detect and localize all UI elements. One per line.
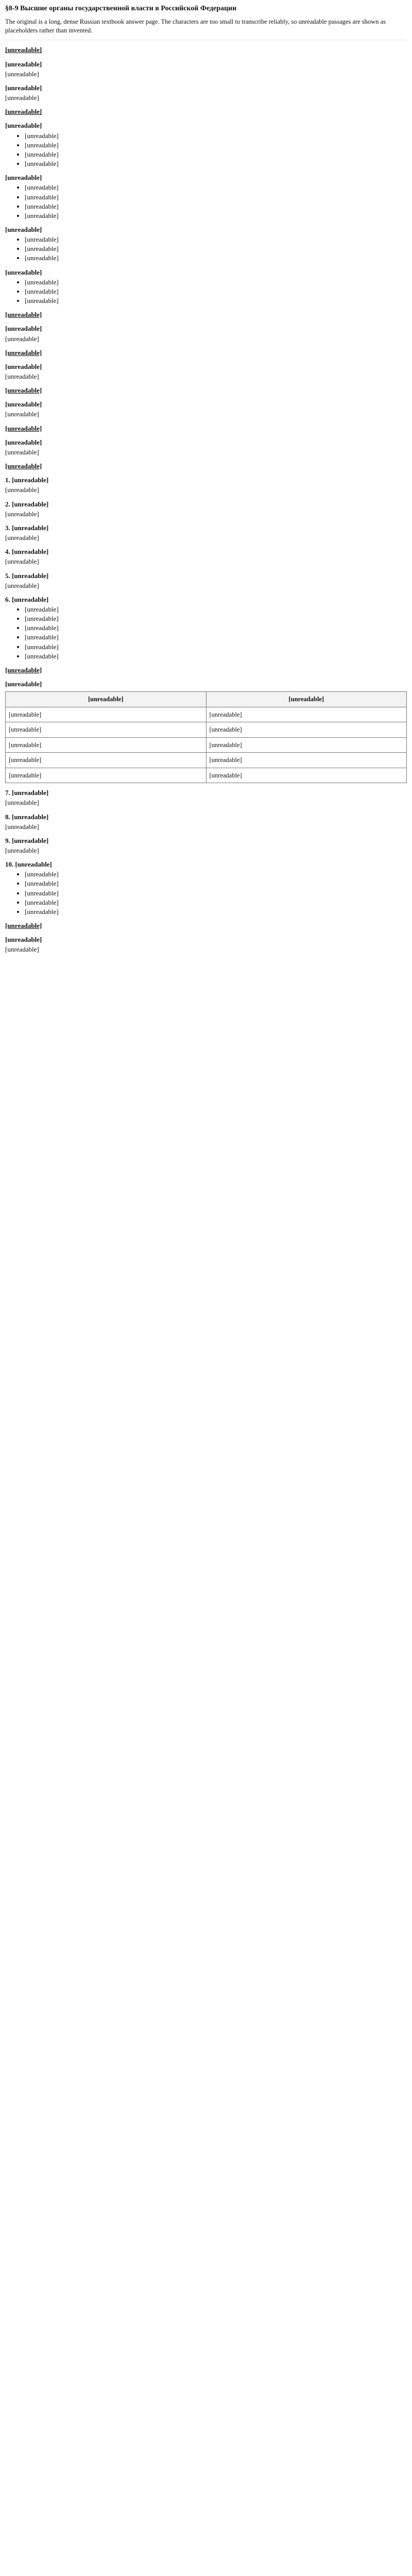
page-title: §8-9 Высшие органы государственной власти в Российской Федерации [5, 5, 237, 12]
list-item: • [unreadable] [25, 907, 407, 916]
section [5, 812, 407, 831]
table-cell: [unreadable] [206, 722, 407, 738]
section [5, 836, 407, 855]
question: [unreadable] [5, 362, 42, 370]
question: [unreadable] [5, 83, 42, 92]
table-cell: [unreadable] [206, 707, 407, 722]
answer: [unreadable] [5, 94, 39, 102]
section-heading: [unreadable] [5, 922, 42, 930]
list-item: • [unreadable] [25, 623, 407, 632]
section [5, 310, 407, 319]
question: 3. [unreadable] [5, 523, 49, 532]
section [5, 45, 407, 54]
section [5, 386, 407, 395]
list-item: • [unreadable] [25, 141, 407, 149]
section [5, 476, 407, 494]
section [5, 860, 407, 916]
section-heading: [unreadable] [5, 108, 42, 116]
list-item: • [unreadable] [25, 287, 407, 296]
question: [unreadable] [5, 936, 42, 944]
list-item: • [unreadable] [25, 605, 407, 614]
section [5, 400, 407, 418]
answer: [unreadable] [5, 581, 39, 589]
section [5, 788, 407, 807]
answer: [unreadable] [5, 448, 39, 456]
question: 1. [unreadable] [5, 476, 49, 484]
question: [unreadable] [5, 122, 42, 130]
section [5, 666, 407, 674]
list-item: • [unreadable] [25, 879, 407, 888]
section-heading: [unreadable] [5, 311, 42, 319]
answer: [unreadable] [5, 334, 39, 343]
list-item: • [unreadable] [25, 652, 407, 660]
question: 8. [unreadable] [5, 812, 49, 821]
table-cell: [unreadable] [6, 753, 207, 768]
section [5, 60, 407, 78]
question: [unreadable] [5, 268, 42, 276]
table-row [6, 768, 407, 783]
section [5, 595, 407, 660]
list-item: • [unreadable] [25, 253, 407, 262]
list-item: • [unreadable] [25, 870, 407, 878]
section-heading: [unreadable] [5, 46, 42, 54]
question: 10. [unreadable] [5, 860, 52, 869]
section [5, 462, 407, 470]
table-cell: [unreadable] [206, 768, 407, 783]
list-item: • [unreadable] [25, 296, 407, 305]
question: 2. [unreadable] [5, 500, 49, 508]
section [5, 173, 407, 220]
section [5, 362, 407, 381]
list-item: • [unreadable] [25, 614, 407, 623]
list-item: • [unreadable] [25, 889, 407, 897]
table-header: [unreadable] [206, 692, 407, 707]
answer: [unreadable] [5, 510, 39, 518]
section [5, 547, 407, 566]
list-item: • [unreadable] [25, 235, 407, 244]
bullet-list [5, 183, 407, 220]
section [5, 523, 407, 542]
bullet-list [5, 131, 407, 168]
answer: [unreadable] [5, 70, 39, 78]
section [5, 348, 407, 357]
answer: [unreadable] [5, 799, 39, 807]
table-cell: [unreadable] [6, 707, 207, 722]
note: The original is a long, dense Russian textbook answer page. The characters are too small to transcribe reliably, so unreadable passages are shown as placeholders rather than invented. [5, 18, 386, 34]
question: [unreadable] [5, 225, 42, 233]
section [5, 935, 407, 954]
bullet-list [5, 278, 407, 305]
list-item: • [unreadable] [25, 159, 407, 168]
question: 5. [unreadable] [5, 571, 49, 580]
list-item: • [unreadable] [25, 183, 407, 192]
powers-table [5, 691, 407, 783]
section [5, 680, 407, 783]
section-heading: [unreadable] [5, 348, 42, 357]
section [5, 324, 407, 343]
bullet-list [5, 605, 407, 660]
section [5, 424, 407, 433]
section-heading: [unreadable] [5, 666, 42, 674]
table-header: [unreadable] [6, 692, 207, 707]
question: 9. [unreadable] [5, 836, 49, 844]
question: [unreadable] [5, 174, 42, 182]
table-cell: [unreadable] [206, 737, 407, 753]
section [5, 500, 407, 518]
table-row [6, 722, 407, 738]
question: [unreadable] [5, 400, 42, 409]
section [5, 268, 407, 306]
section [5, 107, 407, 116]
section [5, 225, 407, 263]
section [5, 571, 407, 590]
section [5, 438, 407, 456]
section [5, 121, 407, 168]
question: [unreadable] [5, 60, 42, 68]
section-heading: [unreadable] [5, 424, 42, 432]
list-item: • [unreadable] [25, 131, 407, 140]
section [5, 83, 407, 102]
list-item: • [unreadable] [25, 193, 407, 201]
table-cell: [unreadable] [206, 753, 407, 768]
list-item: • [unreadable] [25, 150, 407, 159]
answer: [unreadable] [5, 557, 39, 566]
answer: [unreadable] [5, 372, 39, 380]
list-item: • [unreadable] [25, 244, 407, 253]
list-item: • [unreadable] [25, 898, 407, 907]
answer: [unreadable] [5, 945, 39, 954]
answer: [unreadable] [5, 846, 39, 854]
table-cell: [unreadable] [6, 768, 207, 783]
list-item: • [unreadable] [25, 642, 407, 651]
table-row [6, 753, 407, 768]
question: 4. [unreadable] [5, 548, 49, 556]
table-cell: [unreadable] [6, 737, 207, 753]
question: [unreadable] [5, 325, 42, 333]
bullet-list [5, 235, 407, 262]
answer: [unreadable] [5, 822, 39, 831]
section-heading: [unreadable] [5, 462, 42, 470]
table-cell: [unreadable] [6, 722, 207, 738]
question: [unreadable] [5, 438, 42, 446]
answer: [unreadable] [5, 486, 39, 494]
content [5, 45, 407, 954]
bullet-list [5, 870, 407, 916]
question: 7. [unreadable] [5, 789, 49, 797]
answer: [unreadable] [5, 410, 39, 418]
table-row [6, 707, 407, 722]
table-caption: [unreadable] [5, 680, 42, 688]
section-heading: [unreadable] [5, 386, 42, 395]
table-row [6, 737, 407, 753]
answer: [unreadable] [5, 534, 39, 542]
list-item: • [unreadable] [25, 211, 407, 220]
section [5, 921, 407, 930]
list-item: • [unreadable] [25, 278, 407, 286]
list-item: • [unreadable] [25, 633, 407, 641]
list-item: • [unreadable] [25, 202, 407, 211]
question: 6. [unreadable] [5, 595, 49, 603]
